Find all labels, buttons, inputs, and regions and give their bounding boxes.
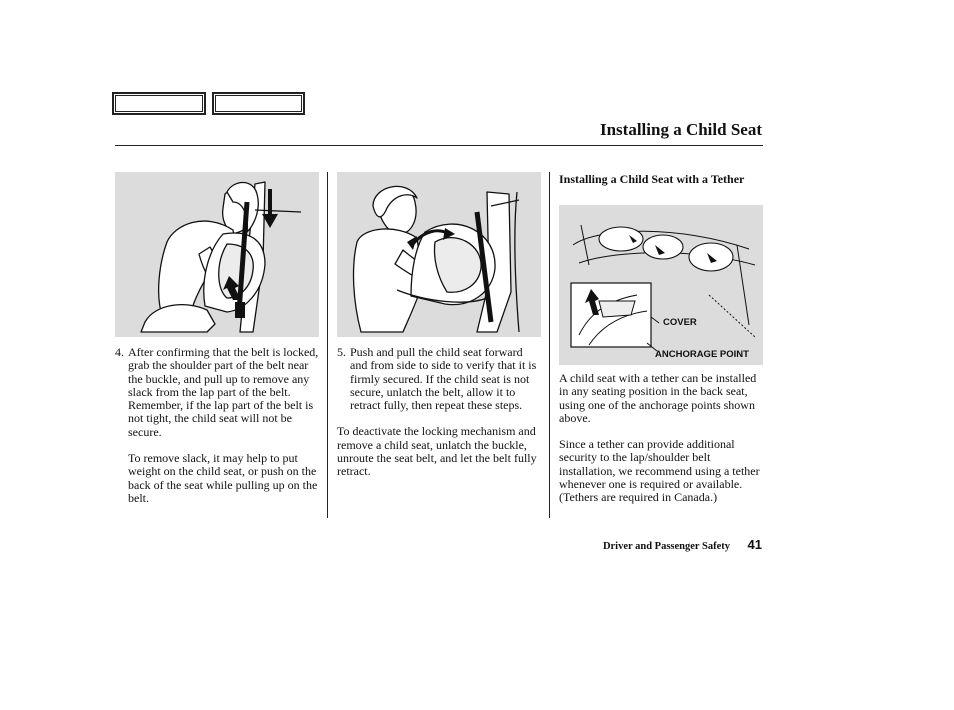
figure-tighten-belt-illustration	[115, 172, 319, 337]
step-4	[115, 346, 319, 439]
figure-anchorage-points	[559, 205, 763, 365]
nav-tab-1[interactable]	[112, 92, 206, 115]
step-4-text: After confirming that the belt is locked, grab the shoulder part of the belt near the buckle, and pull up to remove any slack from the lap part of the belt. Remember, if the lap part of the belt is not tight, the child seat will not be secure.	[128, 345, 319, 439]
step-5-text: Push and pull the child seat forward and from side to side to verify that it is firmly secured. If the child seat is not secure, unlatch the belt, allow it to retract fully, then repeat these steps.	[350, 345, 537, 413]
column-divider-right	[549, 172, 550, 518]
right-column-text	[559, 372, 763, 505]
footer-section-name: Driver and Passenger Safety	[602, 541, 730, 552]
tether-subheading: Installing a Child Seat with a Tether	[559, 172, 745, 186]
title-divider	[115, 145, 763, 146]
figure-verify-seat	[337, 172, 541, 337]
label-anchorage-point: ANCHORAGE POINT	[655, 349, 749, 360]
tether-para-1: A child seat with a tether can be installed in any seating position in the back seat, using one of the anchorage points shown above.	[559, 371, 757, 425]
slack-tip: To remove slack, it may help to put weight on the child seat, or push on the back of the seat while pulling up on the belt.	[128, 451, 318, 505]
page-title: Installing a Child Seat	[599, 120, 762, 139]
figure-anchorage-illustration	[559, 205, 763, 365]
left-column-text	[115, 346, 319, 505]
column-divider-left	[327, 172, 328, 518]
step-5-number: 5.	[337, 345, 346, 359]
deactivate-text: To deactivate the locking mechanism and remove a child seat, unlatch the buckle, unroute the seat belt, and let the belt fully retract.	[337, 424, 537, 479]
figure-verify-seat-illustration	[337, 172, 541, 337]
middle-column-text	[337, 346, 542, 479]
page-number: 41	[747, 537, 762, 552]
step-5	[337, 346, 542, 412]
step-4-number: 4.	[115, 345, 124, 359]
nav-tab-2[interactable]	[212, 92, 305, 115]
label-cover: COVER	[663, 317, 697, 328]
tether-para-2: Since a tether can provide additional security to the lap/shoulder belt installation, we recommend using a tether whenever one is required or available. (Tethers are required in Canada.)	[559, 437, 760, 505]
figure-tighten-belt	[115, 172, 319, 337]
